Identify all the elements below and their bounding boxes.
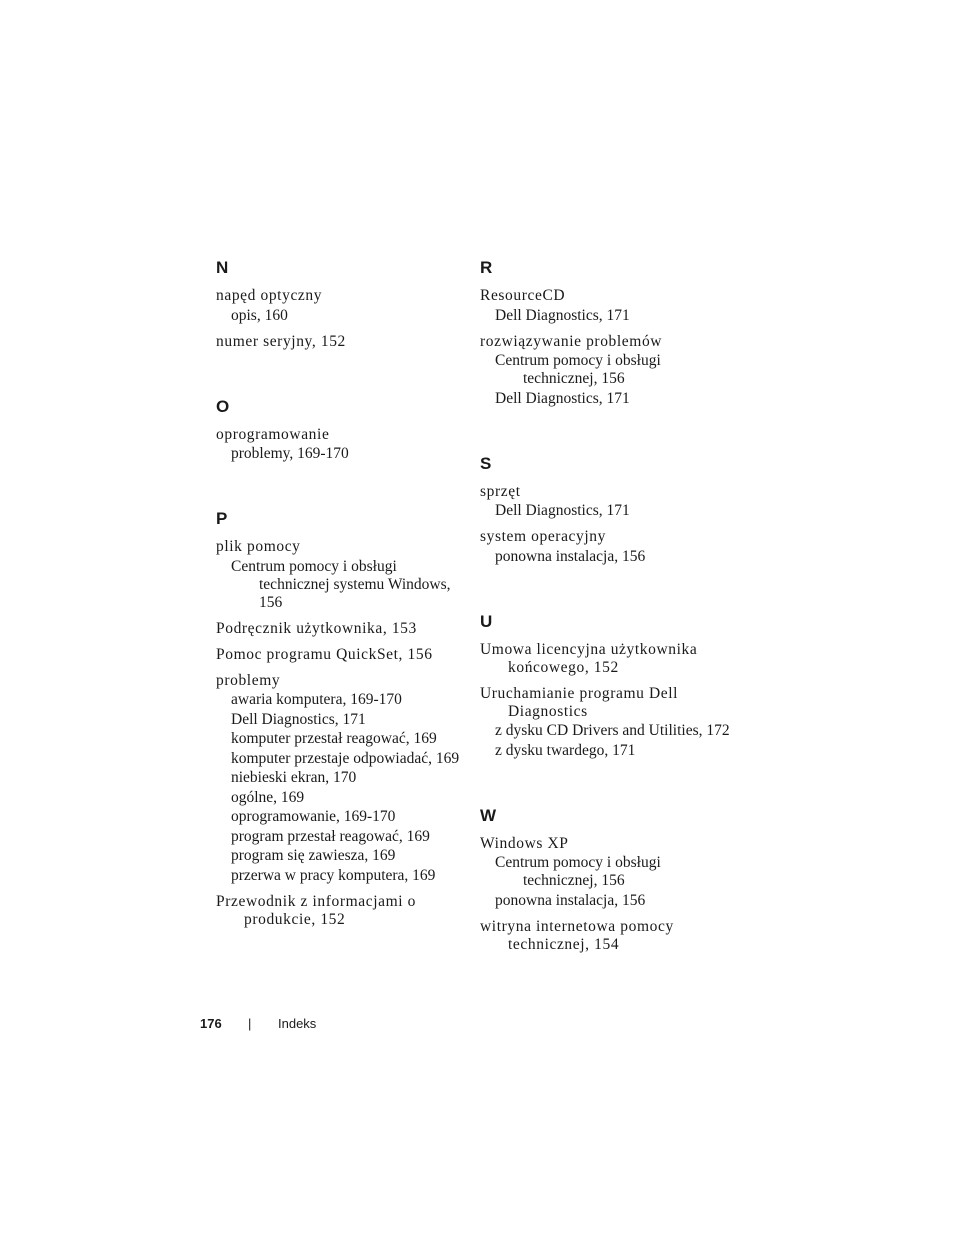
section-letter: S xyxy=(480,453,492,473)
index-subentry: ogólne, 169 xyxy=(231,788,305,806)
index-entry-term: numer seryjny, 152 xyxy=(216,332,346,350)
index-subentries xyxy=(480,548,730,566)
index-entry-term: Podręcznik użytkownika, 153 xyxy=(216,619,417,637)
index-entry-term: Windows XP xyxy=(480,834,569,852)
index-subentry: opis, 160 xyxy=(231,306,288,324)
index-entry xyxy=(480,918,730,954)
index-entry-term: witryna internetowa pomocy technicznej, 154 xyxy=(480,917,674,953)
index-section xyxy=(216,509,466,929)
index-subentries xyxy=(480,854,730,910)
index-subentries xyxy=(480,502,730,520)
index-section xyxy=(216,397,466,464)
index-subentry: Dell Diagnostics, 171 xyxy=(495,389,630,407)
index-entry-term: oprogramowanie xyxy=(216,425,330,443)
index-entry xyxy=(216,538,466,612)
index-entry-term: Przewodnik z informacjami o produkcie, 152 xyxy=(216,892,416,928)
index-section xyxy=(480,454,730,566)
index-subentry: Dell Diagnostics, 171 xyxy=(231,710,366,728)
index-entry xyxy=(216,893,466,929)
index-subentries xyxy=(216,445,466,463)
index-subentry: Dell Diagnostics, 171 xyxy=(495,306,630,324)
index-entry xyxy=(216,672,466,885)
section-letter: W xyxy=(480,805,497,825)
section-letter: P xyxy=(216,509,228,528)
index-subentry: Centrum pomocy i obsługi technicznej, 156 xyxy=(495,854,661,889)
index-subentry: komputer przestał reagować, 169 xyxy=(231,730,437,747)
index-entry-term: Pomoc programu QuickSet, 156 xyxy=(216,645,433,663)
index-subentry: ponowna instalacja, 156 xyxy=(495,547,646,565)
index-entry xyxy=(480,641,730,677)
index-entry xyxy=(216,287,466,325)
page-footer xyxy=(200,1016,316,1032)
footer-section-title: Indeks xyxy=(278,1016,317,1031)
index-entry xyxy=(480,287,730,325)
index-column-left xyxy=(216,258,466,975)
index-section xyxy=(480,258,730,408)
index-subentries xyxy=(216,691,466,885)
index-subentry: oprogramowanie, 169-170 xyxy=(231,808,396,825)
index-entry xyxy=(480,528,730,566)
index-subentry: z dysku twardego, 171 xyxy=(495,741,636,759)
index-entry xyxy=(480,333,730,408)
index-entry-term: system operacyjny xyxy=(480,528,606,545)
footer-separator: | xyxy=(248,1016,252,1031)
index-subentry: komputer przestaje odpowiadać, 169 xyxy=(231,749,460,767)
index-subentry: Centrum pomocy i obsługi technicznej, 156 xyxy=(495,352,661,387)
index-entry-term: sprzęt xyxy=(480,482,521,500)
index-subentry: awaria komputera, 169-170 xyxy=(231,691,402,708)
index-subentry: z dysku CD Drivers and Utilities, 172 xyxy=(495,722,730,739)
page-number: 176 xyxy=(200,1016,222,1031)
index-entry-term: Uruchamianie programu Dell Diagnostics xyxy=(480,684,679,720)
index-entry xyxy=(480,685,730,760)
index-entry-term: problemy xyxy=(216,671,281,689)
index-subentries xyxy=(480,352,730,408)
index-entry xyxy=(216,333,466,351)
index-subentries xyxy=(480,722,730,760)
section-letter: R xyxy=(480,258,493,277)
index-entry-term: napęd optyczny xyxy=(216,287,323,304)
index-subentries xyxy=(216,307,466,325)
index-section xyxy=(480,612,730,760)
index-entry-term: plik pomocy xyxy=(216,538,301,555)
index-subentry: program się zawiesza, 169 xyxy=(231,847,396,864)
index-subentry: Dell Diagnostics, 171 xyxy=(495,502,630,519)
index-subentries xyxy=(480,307,730,325)
index-subentry: ponowna instalacja, 156 xyxy=(495,891,646,909)
index-entry-term: rozwiązywanie problemów xyxy=(480,332,663,350)
index-entry xyxy=(216,620,466,638)
index-section xyxy=(216,258,466,351)
index-entry-term: ResourceCD xyxy=(480,287,566,304)
index-subentries xyxy=(216,558,466,612)
index-subentry: przerwa w pracy komputera, 169 xyxy=(231,866,436,884)
index-entry xyxy=(216,646,466,664)
index-subentry: Centrum pomocy i obsługi technicznej systemu Windows, 156 xyxy=(231,557,451,611)
index-subentry: niebieski ekran, 170 xyxy=(231,769,357,786)
index-entry xyxy=(480,483,730,521)
section-letter: N xyxy=(216,258,229,277)
section-letter: U xyxy=(480,611,493,631)
index-column-right xyxy=(480,258,730,1000)
index-entry xyxy=(480,835,730,910)
index-entry xyxy=(216,426,466,464)
section-letter: O xyxy=(216,396,230,416)
index-subentry: problemy, 169-170 xyxy=(231,445,349,462)
index-section xyxy=(480,806,730,954)
index-entry-term: Umowa licencyjna użytkownika końcowego, 152 xyxy=(480,640,698,676)
index-subentry: program przestał reagować, 169 xyxy=(231,827,430,845)
